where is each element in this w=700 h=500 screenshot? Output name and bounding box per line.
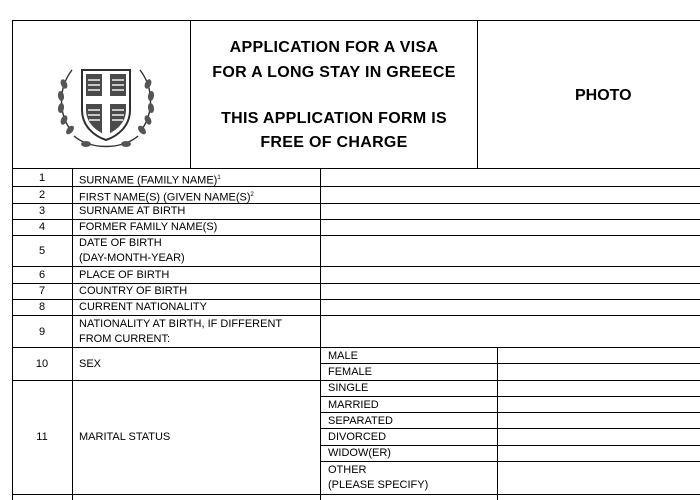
field-label-current-nationality: CURRENT NATIONALITY (79, 301, 207, 313)
greek-coat-of-arms-icon (52, 48, 160, 156)
option-female[interactable]: FEMALE (328, 366, 373, 378)
field-label-former-family-names: FORMER FAMILY NAME(S) (79, 221, 218, 233)
table-left-border (12, 20, 13, 500)
free-of-charge-line-1: THIS APPLICATION FORM IS (221, 110, 447, 127)
photo-placeholder: PHOTO (575, 87, 632, 104)
row-number: 8 (38, 301, 46, 313)
option-male[interactable]: MALE (328, 350, 358, 362)
option-line (320, 412, 700, 413)
option-divorced[interactable]: DIVORCED (328, 431, 387, 443)
option-other-specify: (PLEASE SPECIFY) (328, 479, 429, 491)
row-number: 10 (35, 358, 49, 370)
field-label-nationality-at-birth: NATIONALITY AT BIRTH, IF DIFFERENT (79, 318, 283, 330)
col-divider-number (72, 168, 73, 500)
header-top-border (12, 20, 700, 21)
field-label-date-of-birth-format: (DAY-MONTH-YEAR) (79, 252, 185, 264)
header-divider-right (477, 20, 478, 168)
row-number: 7 (38, 285, 46, 297)
option-other[interactable]: OTHER (328, 464, 367, 476)
field-label-date-of-birth: DATE OF BIRTH (79, 237, 162, 249)
option-single[interactable]: SINGLE (328, 382, 369, 394)
row-number: 4 (38, 221, 46, 233)
option-line (320, 461, 700, 462)
col-divider-option (497, 347, 498, 500)
header-bottom-border (12, 168, 700, 169)
row-number: 11 (36, 431, 48, 443)
field-label-country-of-birth: COUNTRY OF BIRTH (79, 285, 188, 297)
row-number: 5 (38, 245, 46, 257)
option-line (320, 428, 700, 429)
row-number: 3 (38, 205, 46, 217)
field-label-sex: SEX (79, 358, 102, 370)
field-label-place-of-birth: PLACE OF BIRTH (79, 269, 170, 281)
option-married[interactable]: MARRIED (328, 399, 379, 411)
row-number: 6 (38, 269, 46, 281)
row-line (12, 315, 700, 316)
row-line (12, 494, 700, 495)
col-divider-label (320, 168, 321, 500)
free-of-charge-line-2: FREE OF CHARGE (260, 134, 408, 151)
option-separated[interactable]: SEPARATED (328, 415, 393, 427)
field-label-first-name: FIRST NAME(S) (GIVEN $NAME(S)^2$ (79, 191, 254, 204)
field-label-surname: SURNAME (FAMILY NAME)$^1$ (79, 174, 221, 187)
option-widower[interactable]: WIDOW(ER) (328, 447, 391, 459)
row-line (12, 347, 700, 348)
field-label-surname-at-birth: SURNAME AT BIRTH (79, 205, 186, 217)
row-number: 2 (38, 189, 46, 201)
option-line (320, 363, 700, 364)
row-number: 9 (38, 326, 46, 338)
form-title-line-1: APPLICATION FOR A VISA (229, 39, 439, 56)
field-label-nationality-at-birth-2: FROM CURRENT: (79, 333, 171, 345)
form-title-line-2: FOR A LONG STAY IN GREECE (212, 64, 456, 81)
field-label-marital-status: MARITAL STATUS (79, 431, 171, 443)
option-line (320, 396, 700, 397)
row-line (12, 266, 700, 267)
row-number: 1 (38, 172, 46, 184)
